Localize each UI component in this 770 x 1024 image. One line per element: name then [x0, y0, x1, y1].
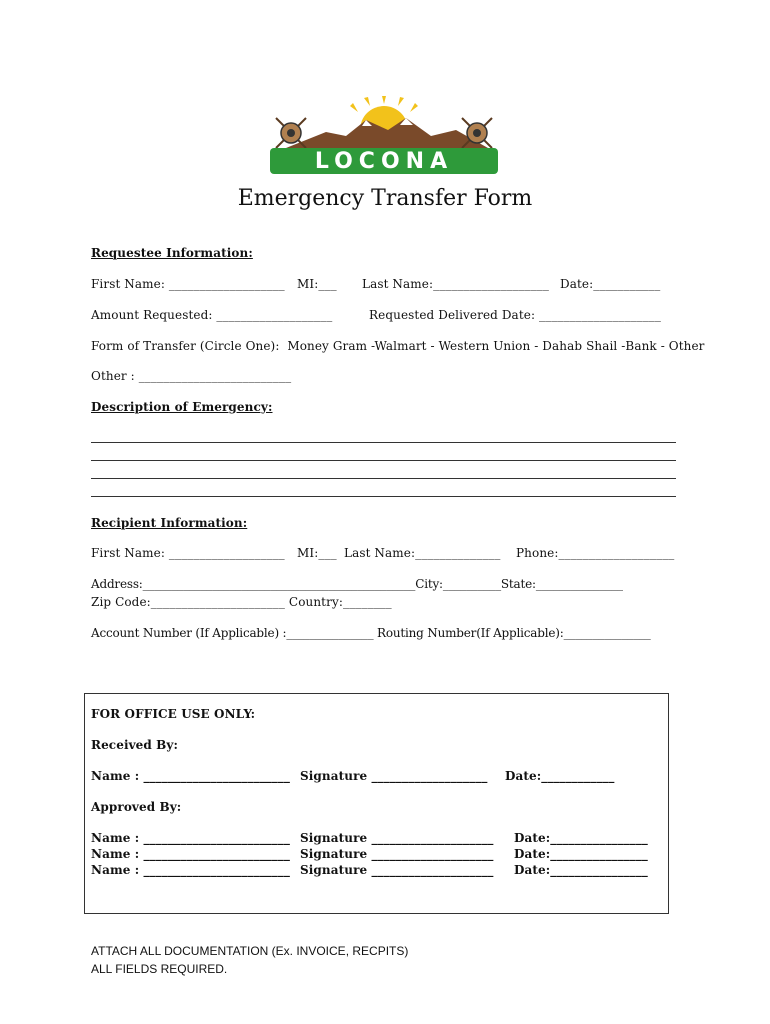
locona-logo: [266, 96, 502, 178]
received-name-field[interactable]: Name : ________________________: [91, 769, 290, 783]
approved-signature-field[interactable]: Signature ____________________: [300, 831, 494, 845]
emergency-heading: Description of Emergency:: [91, 400, 273, 414]
approved-name-field[interactable]: Name : ________________________: [91, 847, 290, 861]
footer-attach-note: ATTACH ALL DOCUMENTATION (Ex. INVOICE, RECPITS): [91, 944, 409, 958]
approved-date-field[interactable]: Date:________________: [514, 847, 648, 861]
emergency-line[interactable]: [91, 442, 676, 443]
recipient-address-field[interactable]: Address:_______________________________________________City:__________State:_______________: [91, 577, 623, 591]
right-shield-icon: [462, 118, 492, 148]
approved-date-field[interactable]: Date:________________: [514, 863, 648, 877]
left-shield-icon: [276, 118, 306, 148]
account-routing-field[interactable]: Account Number (If Applicable) :_______________ Routing Number(If Applicable):_______________: [91, 626, 651, 640]
other-transfer-field[interactable]: Other : _________________________: [91, 369, 292, 383]
form-of-transfer-options[interactable]: Form of Transfer (Circle One): Money Gram -Walmart - Western Union - Dahab Shail -Bank - Other: [91, 339, 705, 353]
recipient-last-name-field[interactable]: Last Name:______________: [344, 546, 501, 560]
requestee-heading: Requestee Information:: [91, 246, 253, 260]
office-use-heading: FOR OFFICE USE ONLY:: [91, 707, 256, 721]
requestee-last-name-field[interactable]: Last Name:___________________: [362, 277, 549, 291]
received-signature-field[interactable]: Signature ___________________: [300, 769, 488, 783]
approved-name-field[interactable]: Name : ________________________: [91, 831, 290, 845]
recipient-heading: Recipient Information:: [91, 516, 248, 530]
requestee-date-field[interactable]: Date:___________: [560, 277, 661, 291]
emergency-line[interactable]: [91, 478, 676, 479]
emergency-line[interactable]: [91, 496, 676, 497]
recipient-zip-country-field[interactable]: Zip Code:______________________ Country:________: [91, 595, 392, 609]
requestee-first-name-field[interactable]: First Name: ___________________: [91, 277, 285, 291]
page-title: Emergency Transfer Form: [237, 186, 533, 211]
received-date-field[interactable]: Date:____________: [505, 769, 615, 783]
footer-required-note: ALL FIELDS REQUIRED.: [91, 962, 228, 976]
emergency-line[interactable]: [91, 460, 676, 461]
requestee-mi-field[interactable]: MI:___: [297, 277, 337, 291]
requested-delivered-date-field[interactable]: Requested Delivered Date: ____________________: [369, 308, 661, 322]
approved-name-field[interactable]: Name : ________________________: [91, 863, 290, 877]
logo-text: LOCONA: [314, 149, 454, 174]
recipient-phone-field[interactable]: Phone:___________________: [516, 546, 675, 560]
recipient-first-name-field[interactable]: First Name: ___________________: [91, 546, 285, 560]
approved-signature-field[interactable]: Signature ____________________: [300, 863, 494, 877]
approved-by-label: Approved By:: [91, 800, 182, 814]
received-by-label: Received By:: [91, 738, 179, 752]
approved-signature-field[interactable]: Signature ____________________: [300, 847, 494, 861]
recipient-mi-field[interactable]: MI:___: [297, 546, 337, 560]
amount-requested-field[interactable]: Amount Requested: ___________________: [91, 308, 333, 322]
approved-date-field[interactable]: Date:________________: [514, 831, 648, 845]
